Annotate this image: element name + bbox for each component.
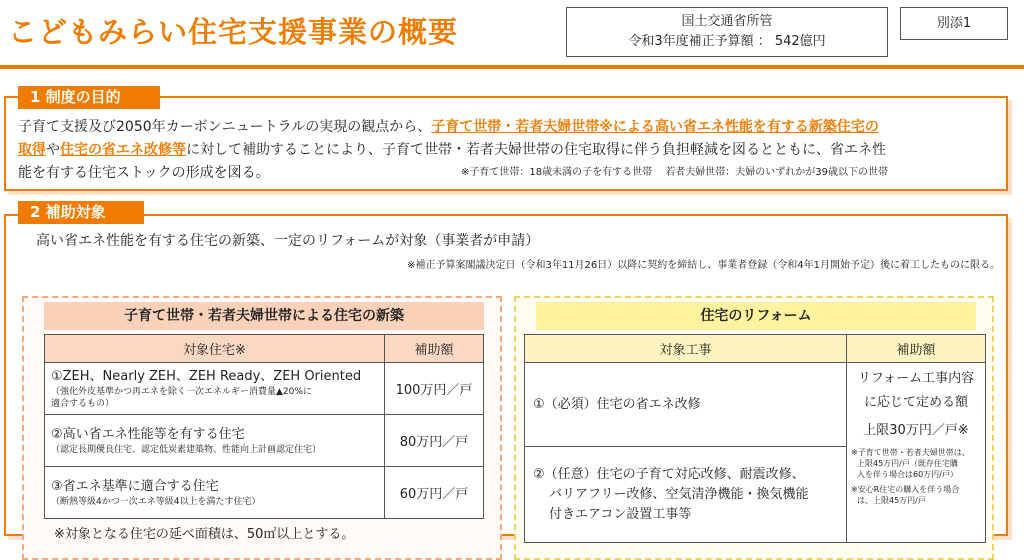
reform-note-1: [847, 447, 985, 480]
section2-label: 2 補助対象: [18, 201, 144, 224]
reform-work-1: ①（必須）住宅の省エネ改修: [525, 363, 847, 447]
section-purpose: [4, 96, 1008, 191]
target-1-sub2: 適合するもの）: [51, 398, 115, 409]
targets-text: 高い省エネ性能を有する住宅の新築、一定のリフォームが対象（事業者が申請）: [36, 233, 540, 249]
reform-note-1-l3: 入を伴う場合は60万円/戸）: [857, 470, 958, 479]
reform-note-2: [847, 484, 985, 506]
table-row: [45, 415, 484, 467]
reform-panel: [514, 296, 994, 560]
col-work-header: 対象工事: [525, 335, 847, 363]
budget-amount: 令和3年度補正予算額 ： 542億円: [628, 34, 826, 49]
section-targets: [4, 214, 1008, 542]
target-2-main: ②高い省エネ性能等を有する住宅: [51, 426, 245, 442]
reform-amount-line2: に応じて定める額: [863, 395, 968, 410]
new-build-amount-1: 100万円／戸: [385, 363, 484, 415]
reform-note-1-l2: 上限45万円/戸（既存住宅購: [857, 459, 958, 468]
attachment-label: 別添1: [900, 7, 1008, 40]
col-target-header: 対象住宅※: [45, 335, 385, 363]
col-reform-amount-header: 補助額: [847, 335, 986, 363]
target-3-main: ③省エネ基準に適合する住宅: [51, 478, 219, 494]
col-amount-header: 補助額: [385, 335, 484, 363]
purpose-highlight-c: 住宅の省エネ改修等: [60, 142, 186, 158]
ministry-label: 国土交通省所管: [681, 14, 773, 29]
purpose-highlight-a: 子育て世帯・若者夫婦世帯※による高い省エネ性能を有する新築住宅の: [431, 119, 879, 135]
new-build-heading: 子育て世帯・若者夫婦世帯による住宅の新築: [44, 302, 484, 330]
reform-amount-cell: [847, 363, 986, 543]
reform-table: [524, 334, 986, 543]
page-title: こどもみらい住宅支援事業の概要: [8, 15, 459, 49]
section1-label: 1 制度の目的: [18, 86, 160, 109]
new-build-amount-2: 80万円／戸: [385, 415, 484, 467]
reform-note-1-l1: ※子育て世帯・若者夫婦世帯は、: [851, 448, 970, 457]
reform-work-2: [525, 447, 847, 543]
purpose-text-c: に対して補助することにより、子育て世帯・若者夫婦世帯の住宅取得に伴う負担軽減を図るとともに、省エネ性: [186, 142, 886, 158]
new-build-target-1: [45, 363, 385, 415]
target-3-sub1: （断熱等級4かつ一次エネ等級4以上を満たす住宅）: [51, 496, 261, 507]
header-divider: [0, 65, 1024, 69]
reform-note-2-l2: は、上限45万円/戸: [857, 496, 926, 505]
new-build-panel: [22, 296, 502, 560]
purpose-text-b: や: [46, 142, 60, 158]
purpose-text-a: 子育て支援及び2050年カーボンニュートラルの実現の観点から、: [18, 119, 432, 135]
target-1-sub1: （強化外皮基準かつ再エネを除く一次エネルギー消費量▲20%に: [51, 386, 312, 397]
table-row: [45, 467, 484, 519]
purpose-text-d: 能を有する住宅ストックの形成を図る。: [18, 165, 270, 181]
target-2-sub1: （認定長期優良住宅、認定低炭素建築物、性能向上計画認定住宅）: [51, 444, 322, 455]
targets-note: ※補正予算案閣議決定日（令和3年11月26日）以降に契約を締結し、事業者登録（令和4年1月開始予定）後に着工したものに限る。: [407, 260, 1000, 271]
reform-note-2-l1: ※安心R住宅の購入を伴う場合: [851, 485, 960, 494]
table-row: [45, 363, 484, 415]
new-build-amount-3: 60万円／戸: [385, 467, 484, 519]
reform-amount-cap: 上限30万円／戸※: [863, 423, 969, 438]
new-build-target-3: [45, 467, 385, 519]
new-build-table: [44, 334, 484, 519]
reform-amount-line1: リフォーム工事内容: [857, 371, 975, 386]
floor-area-footnote: ※対象となる住宅の延べ面積は、50㎡以上とする。: [54, 527, 355, 542]
reform-work-2-l1: ②（任意）住宅の子育て対応改修、耐震改修、: [533, 466, 805, 482]
target-1-main: ①ZEH、Nearly ZEH、ZEH Ready、ZEH Oriented: [51, 368, 362, 384]
reform-heading: 住宅のリフォーム: [536, 302, 976, 330]
reform-work-2-l2: バリアフリー改修、空気清浄機能・換気機能: [549, 486, 809, 502]
budget-box: [566, 7, 888, 57]
purpose-highlight-b: 取得: [18, 142, 46, 158]
reform-work-2-l3: 付きエアコン設置工事等: [549, 506, 692, 522]
table-row: [525, 363, 986, 447]
purpose-note: ※子育て世帯：18歳未満の子を有する世帯 若者夫婦世帯：夫婦のいずれかが39歳以下の世帯: [461, 167, 889, 178]
new-build-target-2: [45, 415, 385, 467]
